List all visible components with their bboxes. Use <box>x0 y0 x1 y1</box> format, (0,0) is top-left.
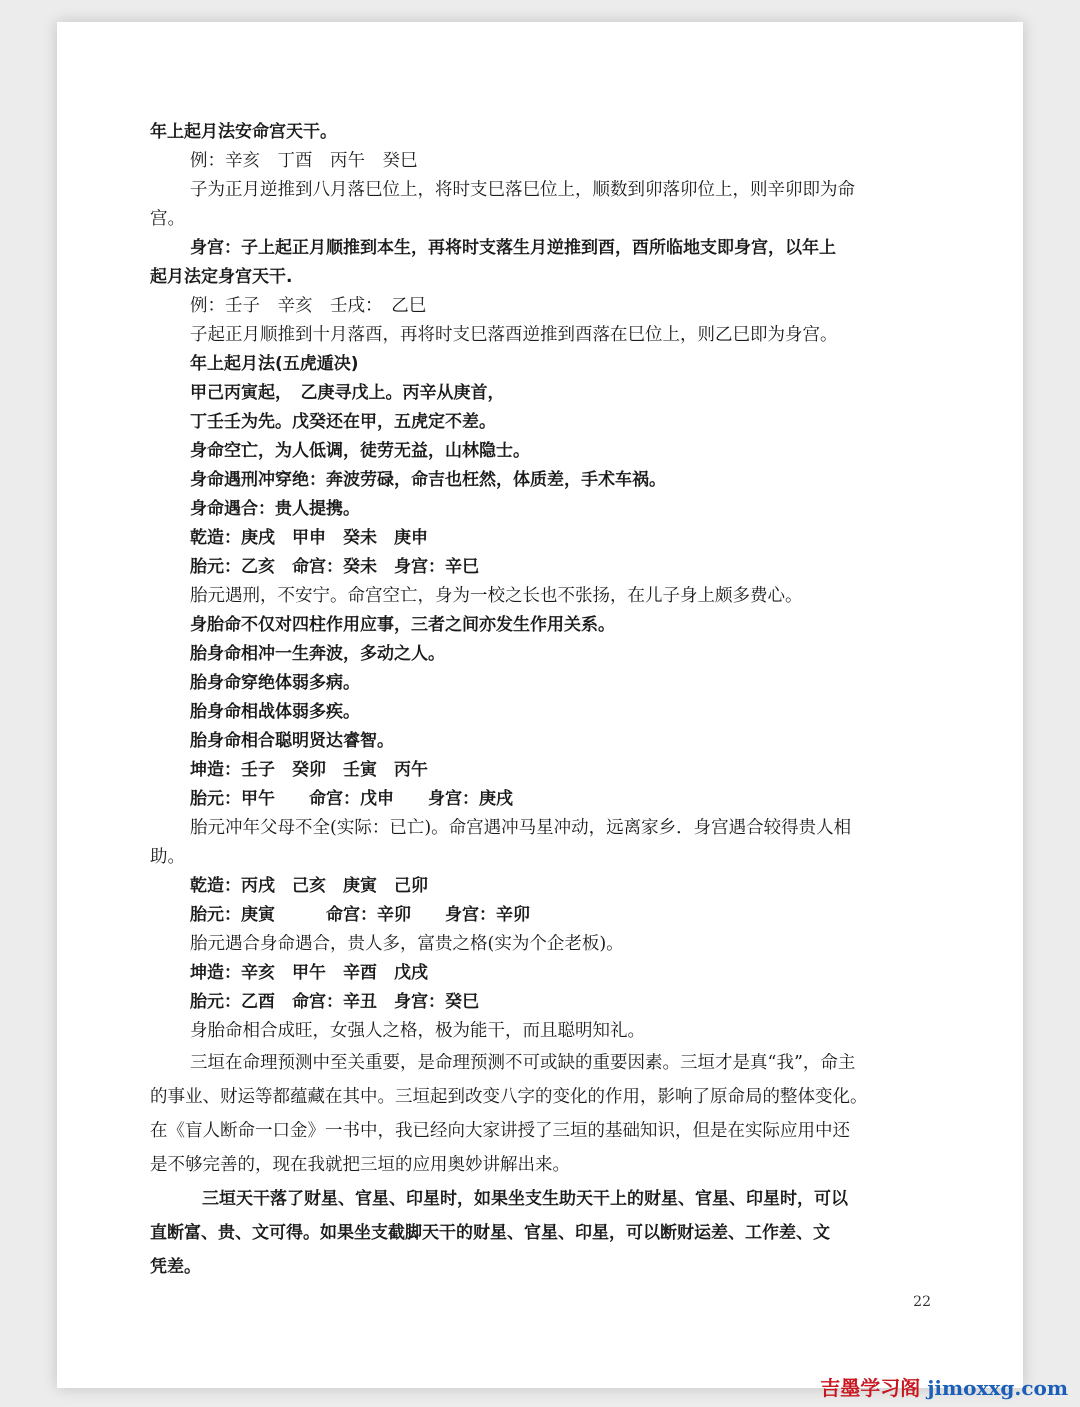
text-line: 胎元遇合身命遇合，贵人多，富贵之格(实为个企老板)。 <box>190 934 624 954</box>
text-line: 胎元：乙酉 命宫：辛丑 身宫：癸巳 <box>190 992 479 1012</box>
watermark-brand: 吉墨学习阁 <box>820 1376 921 1400</box>
text-line: 凭差。 <box>150 1257 201 1277</box>
text-line: 身命空亡，为人低调，徒劳无益，山林隐士。 <box>190 441 530 461</box>
text-line: 坤造：辛亥 甲午 辛酉 戊戌 <box>190 963 428 983</box>
watermark <box>820 1372 1068 1401</box>
text-line: 胎身命穿绝体弱多病。 <box>190 673 360 693</box>
page-body <box>150 118 938 1284</box>
text-line: 三垣天干落了财星、官星、印星时，如果坐支生助天干上的财星、官星、印星时，可以 <box>202 1189 848 1209</box>
text-line: 例：壬子 辛亥 壬戌： 乙巳 <box>190 296 427 316</box>
text-line: 在《盲人断命一口金》一书中，我已经向大家讲授了三垣的基础知识，但是在实际应用中还 <box>150 1121 850 1141</box>
text-line: 宫。 <box>150 209 185 229</box>
text-line: 身宫：子上起正月顺推到本生，再将时支落生月逆推到酉，酉所临地支即身宫，以年上 <box>190 238 836 258</box>
text-line: 胎身命相战体弱多疾。 <box>190 702 360 722</box>
text-line: 三垣在命理预测中至关重要，是命理预测不可或缺的重要因素。三垣才是真“我”，命主 <box>190 1053 856 1073</box>
watermark-url: jimoxxg.com <box>927 1376 1068 1400</box>
text-line: 丁壬壬为先。戊癸还在甲，五虎定不差。 <box>190 412 496 432</box>
text-line: 起月法定身宫天干. <box>150 267 293 287</box>
text-line: 身胎命相合成旺，女强人之格，极为能干，而且聪明知礼。 <box>190 1021 645 1041</box>
text-line: 身命遇合：贵人提携。 <box>190 499 360 519</box>
text-line: 胎元：乙亥 命宫：癸未 身宫：辛巳 <box>190 557 479 577</box>
text-line: 胎身命相冲一生奔波，多动之人。 <box>190 644 445 664</box>
text-line: 乾造：丙戌 己亥 庚寅 己卯 <box>190 876 428 896</box>
text-line: 身胎命不仅对四柱作用应事，三者之间亦发生作用关系。 <box>190 615 615 635</box>
text-line: 的事业、财运等都蕴藏在其中。三垣起到改变八字的变化的作用，影响了原命局的整体变化。 <box>150 1087 868 1107</box>
text-line: 胎元遇刑，不安宁。命宫空亡，身为一校之长也不张扬，在儿子身上颇多费心。 <box>190 586 803 606</box>
text-line: 乾造：庚戌 甲申 癸未 庚申 <box>190 528 428 548</box>
text-line: 是不够完善的，现在我就把三垣的应用奥妙讲解出来。 <box>150 1155 570 1175</box>
text-line: 胎身命相合聪明贤达睿智。 <box>190 731 394 751</box>
text-line: 甲己丙寅起， 乙庚寻戊上。丙辛从庚首， <box>190 383 505 403</box>
text-line: 年上起月法(五虎遁决) <box>190 354 359 374</box>
text-line: 直断富、贵、文可得。如果坐支截脚天干的财星、官星、印星，可以断财运差、工作差、文 <box>150 1223 830 1243</box>
text-line: 胎元冲年父母不全(实际：已亡)。命宫遇冲马星冲动，远离家乡．身宫遇合较得贵人相 <box>190 818 852 838</box>
text-line: 例：辛亥 丁酉 丙午 癸巳 <box>190 151 418 171</box>
text-line: 身命遇刑冲穿绝：奔波劳碌，命吉也枉然，体质差，手术车祸。 <box>190 470 666 490</box>
text-line: 坤造：壬子 癸卯 壬寅 丙午 <box>190 760 428 780</box>
document-page <box>57 22 1023 1388</box>
text-line: 子起正月顺推到十月落酉，再将时支巳落酉逆推到酉落在巳位上，则乙巳即为身宫。 <box>190 325 838 345</box>
text-line: 年上起月法安命宫天干。 <box>150 122 337 142</box>
text-line: 胎元：庚寅 命宫：辛卯 身宫：辛卯 <box>190 905 530 925</box>
page-number: 22 <box>913 1294 931 1310</box>
text-line: 胎元：甲午 命宫：戊申 身宫：庚戌 <box>190 789 513 809</box>
text-line: 助。 <box>150 847 185 867</box>
text-line: 子为正月逆推到八月落巳位上，将时支巳落巳位上，顺数到卯落卯位上，则辛卯即为命 <box>190 180 855 200</box>
